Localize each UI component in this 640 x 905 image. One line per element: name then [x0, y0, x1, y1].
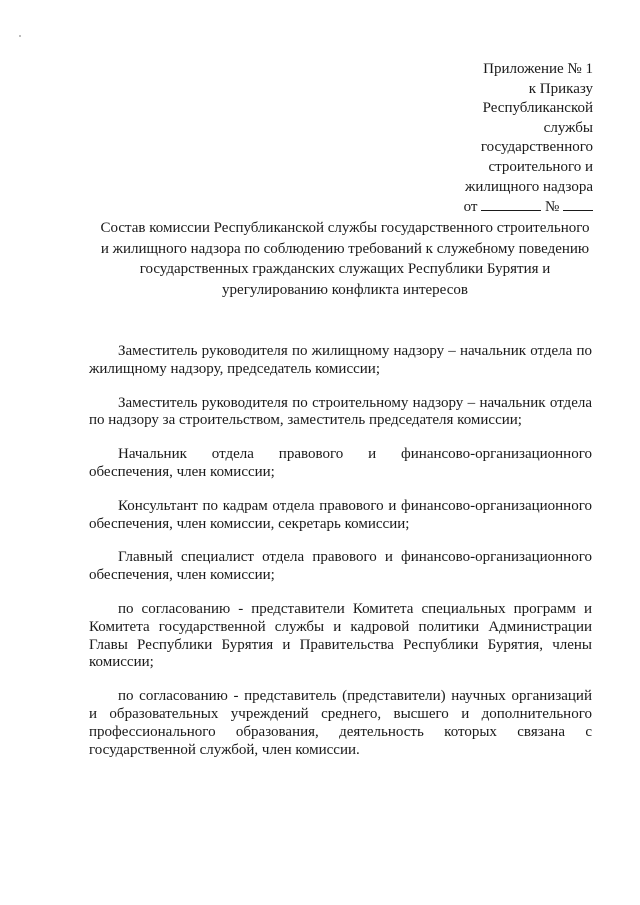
appendix-date-number-line — [443, 197, 593, 218]
date-blank — [481, 197, 541, 211]
appendix-org-line: государственного — [480, 139, 593, 156]
date-prefix: от — [463, 199, 478, 216]
appendix-org-line: службы — [543, 119, 593, 136]
member-item: Заместитель руководителя по строительному надзору – начальник отдела по надзору за строительством, заместитель председателя комиссии; — [89, 394, 592, 429]
member-item: по согласованию - представитель (представители) научных организаций и образовательных учреждений среднего, высшего и дополнительного профессионального образования, деятельность которых связана с государственной службой, член комиссии. — [89, 688, 592, 758]
number-blank — [563, 197, 593, 211]
appendix-org-line: Республиканской — [482, 100, 593, 117]
member-item: Заместитель руководителя по жилищному надзору – начальник отдела по жилищному надзору, председатель комиссии; — [89, 343, 592, 377]
appendix-header — [443, 60, 593, 218]
appendix-number: Приложение № 1 — [483, 61, 593, 77]
appendix-order-ref: к Приказу — [528, 80, 593, 97]
member-item: Консультант по кадрам отдела правового и финансово-организационного обеспечения, член комиссии, секретарь комиссии; — [89, 497, 592, 532]
member-item: Главный специалист отдела правового и финансово-организационного обеспечения, член комиссии; — [89, 549, 592, 584]
document-title: Состав комиссии Республиканской службы государственного строительного и жилищного надзора по соблюдению требований к служебному поведению государственных гражданских служащих Республики Бурятия и урегулированию конфликта интересов — [100, 220, 590, 298]
scan-mark — [19, 35, 21, 37]
member-item: по согласованию - представители Комитета специальных программ и Комитета государственной службы и кадровой политики Администрации Главы Республики Бурятия и Правительства Республики Бурятия, члены комиссии; — [89, 600, 592, 671]
member-item: Начальник отдела правового и финансово-организационного обеспечения, член комиссии; — [89, 446, 592, 480]
members-list — [89, 343, 592, 775]
appendix-org-line: строительного и — [488, 158, 593, 175]
appendix-org-line: жилищного надзора — [464, 178, 593, 195]
number-sign: № — [544, 199, 560, 216]
